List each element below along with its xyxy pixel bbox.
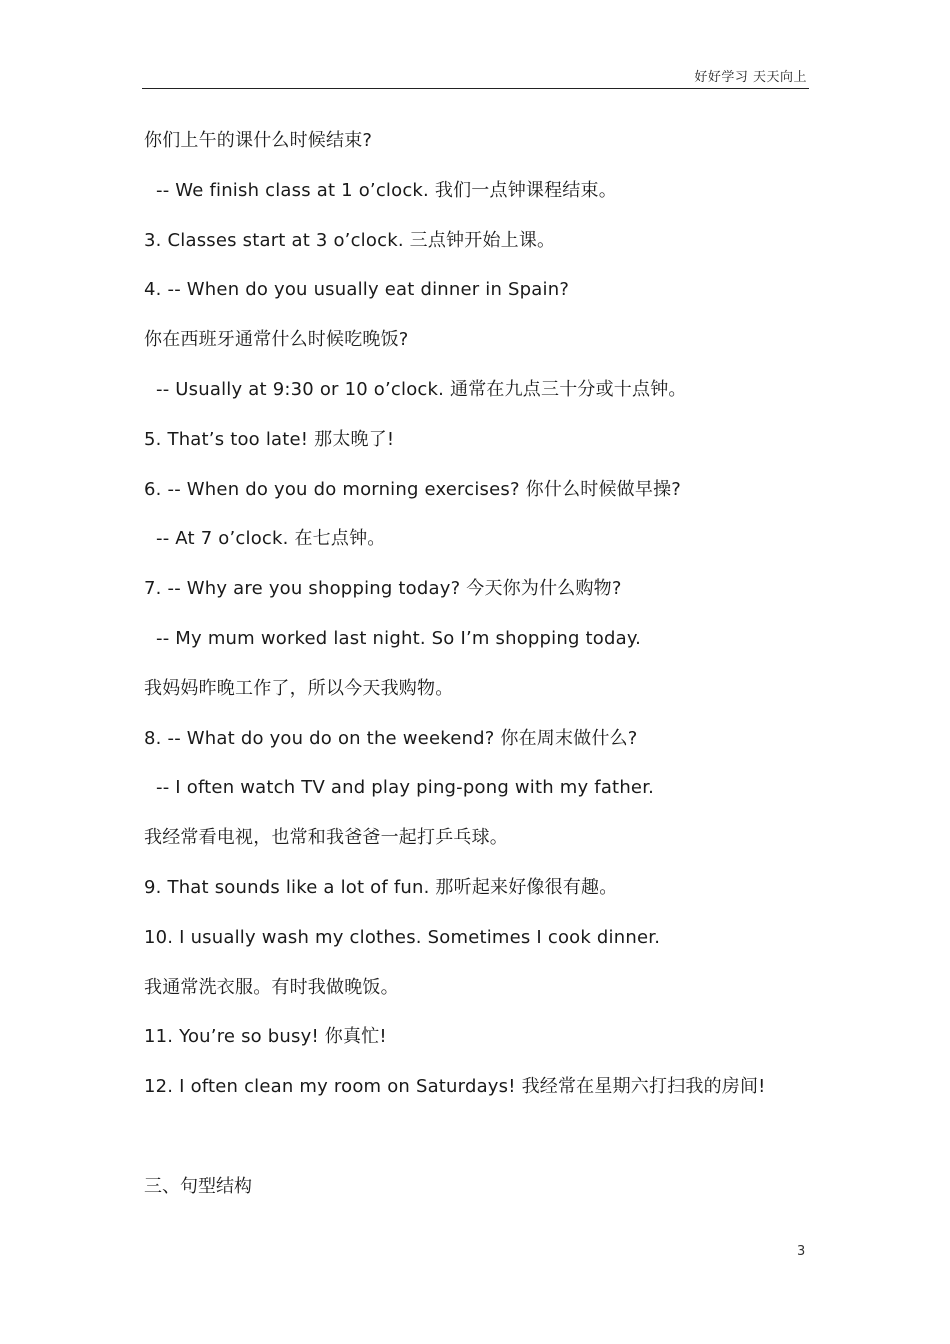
text-line: 4. -- When do you usually eat dinner in Spain? <box>144 279 570 301</box>
text-line: 6. -- When do you do morning exercises? 你什么时候做早操? <box>144 478 682 500</box>
header-divider <box>142 88 809 89</box>
text-line: 我通常洗衣服。有时我做晚饭。 <box>144 976 399 998</box>
text-line: 12. I often clean my room on Saturdays! 我经常在星期六打扫我的房间! <box>144 1076 766 1098</box>
page-number: 3 <box>797 1244 806 1259</box>
text-line: -- At 7 o’clock. 在七点钟。 <box>156 528 386 550</box>
text-line: 8. -- What do you do on the weekend? 你在周末做什么? <box>144 727 638 749</box>
document-body <box>144 126 824 1222</box>
text-line: 你们上午的课什么时候结束? <box>144 130 373 151</box>
text-line: -- Usually at 9:30 or 10 o’clock. 通常在九点三十分或十点钟。 <box>156 378 687 400</box>
text-line: 3. Classes start at 3 o’clock. 三点钟开始上课。 <box>144 229 556 251</box>
text-line: 5. That’s too late! 那太晚了! <box>144 428 395 450</box>
text-line: 9. That sounds like a lot of fun. 那听起来好像很有趣。 <box>144 876 618 898</box>
text-line: -- I often watch TV and play ping-pong with my father. <box>156 777 655 799</box>
text-line: 7. -- Why are you shopping today? 今天你为什么购物? <box>144 578 622 600</box>
text-line: 11. You’re so busy! 你真忙! <box>144 1026 387 1048</box>
text-line: 我妈妈昨晚工作了，所以今天我购物。 <box>144 677 454 699</box>
section-heading: 三、句型结构 <box>144 1175 252 1197</box>
text-line: 10. I usually wash my clothes. Sometimes I cook dinner. <box>144 926 661 948</box>
text-line: -- My mum worked last night. So I’m shopping today. <box>156 627 642 649</box>
text-line: -- We finish class at 1 o’clock. 我们一点钟课程结束。 <box>156 179 617 201</box>
text-line: 我经常看电视，也常和我爸爸一起打乒乓球。 <box>144 827 508 849</box>
page-header: 好好学习 天天向上 <box>694 70 807 85</box>
text-line: 你在西班牙通常什么时候吃晚饭? <box>144 329 409 351</box>
blank-line <box>144 1122 824 1172</box>
